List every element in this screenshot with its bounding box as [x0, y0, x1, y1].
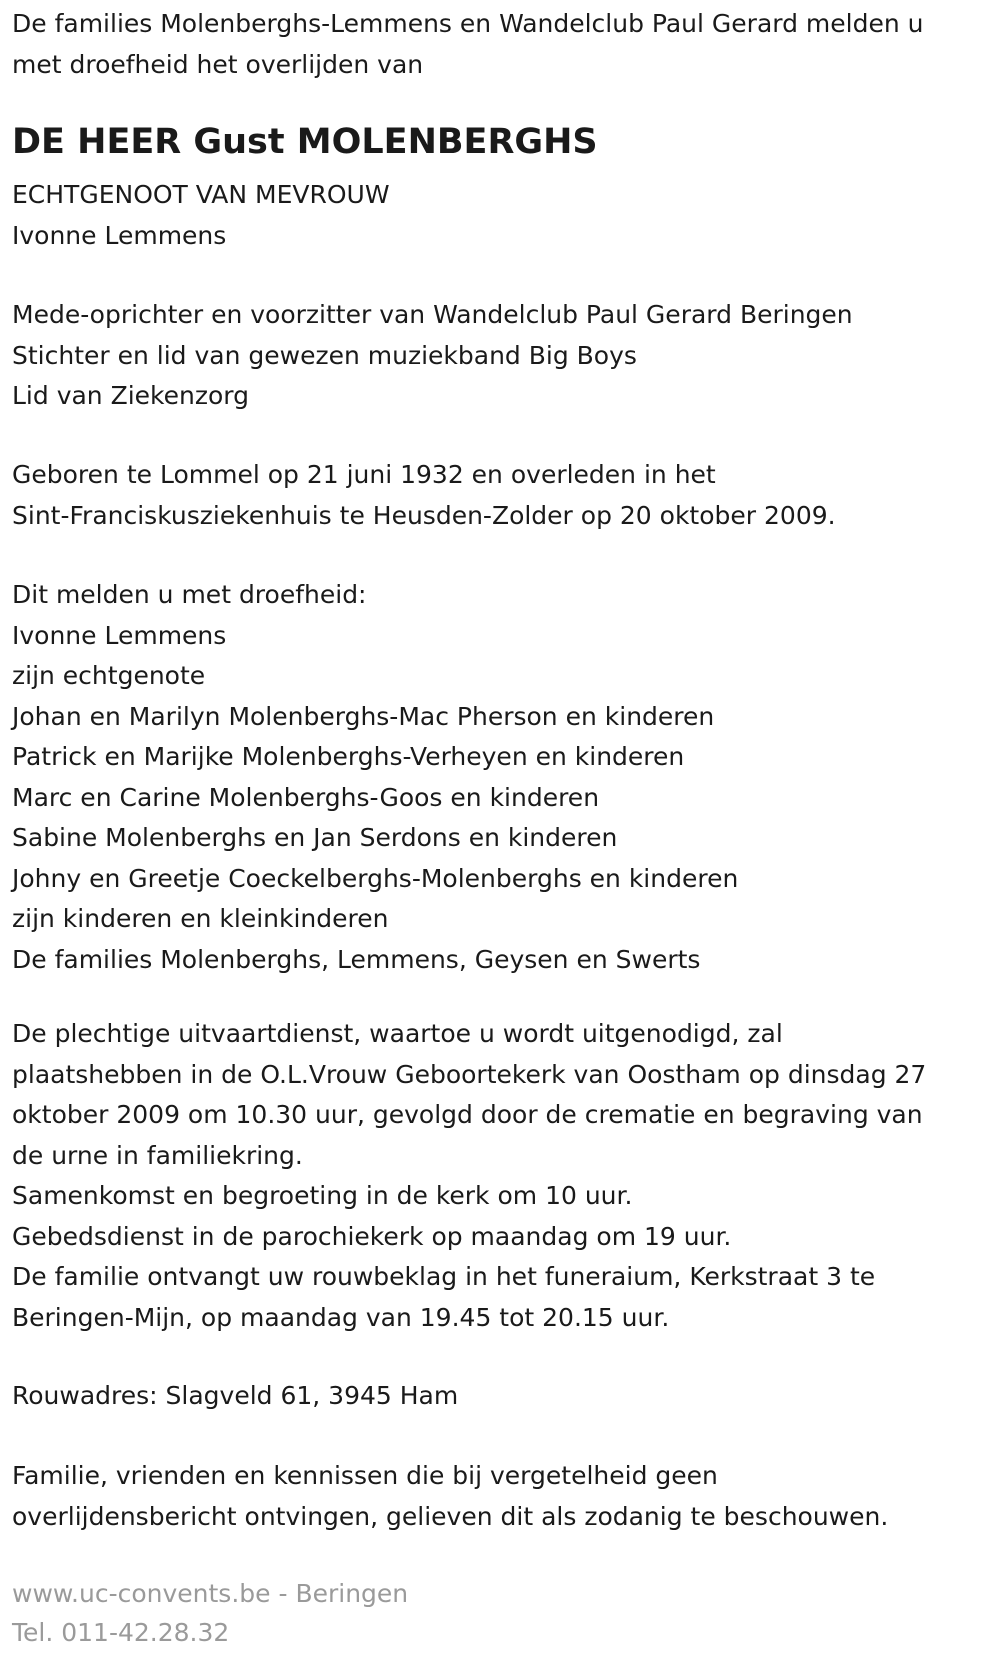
birth-death-line: Geboren te Lommel op 21 juni 1932 en overleden in het	[12, 460, 716, 489]
family-line: Johan en Marilyn Molenberghs-Mac Pherson en kinderen	[12, 701, 715, 731]
intro-line: met droefheid het overlijden van	[12, 49, 424, 79]
spouse-section	[12, 175, 390, 256]
service-line: Beringen-Mijn, op maandag van 19.45 tot 20.15 uur.	[12, 1302, 670, 1332]
spouse-line: ECHTGENOOT VAN MEVROUW	[12, 180, 390, 209]
role-line: Stichter en lid van gewezen muziekband Big Boys	[12, 340, 637, 370]
footer	[12, 1574, 408, 1652]
intro-text	[12, 4, 988, 85]
closing-section	[12, 1456, 888, 1537]
family-line: Patrick en Marijke Molenberghs-Verheyen en kinderen	[12, 742, 685, 771]
family-line: Dit melden u met droefheid:	[12, 580, 367, 609]
roles-section	[12, 295, 853, 417]
service-line: De plechtige uitvaartdienst, waartoe u wordt uitgenodigd, zal	[12, 1019, 783, 1048]
family-line: zijn echtgenote	[12, 661, 206, 690]
role-line: Mede-oprichter en voorzitter van Wandelclub Paul Gerard Beringen	[12, 300, 853, 329]
service-line: Samenkomst en begroeting in de kerk om 10 uur.	[12, 1181, 633, 1210]
deceased-name: DE HEER Gust MOLENBERGHS	[12, 122, 598, 162]
service-line: De familie ontvangt uw rouwbeklag in het funeraium, Kerkstraat 3 te	[12, 1262, 876, 1291]
service-line: oktober 2009 om 10.30 uur, gevolgd door de crematie en begraving van	[12, 1100, 923, 1129]
service-line: Gebedsdienst in de parochiekerk op maandag om 19 uur.	[12, 1221, 732, 1251]
family-line: Sabine Molenberghs en Jan Serdons en kinderen	[12, 823, 618, 852]
birth-death-section	[12, 455, 836, 536]
intro-line: De families Molenberghs-Lemmens en Wandelclub Paul Gerard melden u	[12, 9, 924, 38]
birth-death-line: Sint-Franciskusziekenhuis te Heusden-Zolder op 20 oktober 2009.	[12, 500, 836, 530]
family-line: zijn kinderen en kleinkinderen	[12, 904, 389, 933]
mourning-address: Rouwadres: Slagveld 61, 3945 Ham	[12, 1381, 459, 1410]
service-section	[12, 1014, 926, 1338]
spouse-line: Ivonne Lemmens	[12, 220, 227, 250]
family-line: Johny en Greetje Coeckelberghs-Molenberghs en kinderen	[12, 863, 739, 893]
family-line: Marc en Carine Molenberghs-Goos en kinderen	[12, 782, 600, 812]
footer-phone: Tel. 011-42.28.32	[12, 1618, 230, 1647]
role-line: Lid van Ziekenzorg	[12, 381, 249, 410]
mourning-address-section	[12, 1376, 458, 1417]
closing-line: Familie, vrienden en kennissen die bij vergetelheid geen	[12, 1461, 718, 1490]
family-section	[12, 575, 738, 980]
family-line: Ivonne Lemmens	[12, 620, 227, 650]
footer-website: www.uc-convents.be - Beringen	[12, 1579, 409, 1608]
service-line: plaatshebben in de O.L.Vrouw Geboortekerk van Oostham op dinsdag 27	[12, 1059, 927, 1089]
service-line: de urne in familiekring.	[12, 1140, 303, 1170]
closing-line: overlijdensbericht ontvingen, gelieven dit als zodanig te beschouwen.	[12, 1501, 889, 1531]
family-line: De families Molenberghs, Lemmens, Geysen en Swerts	[12, 944, 701, 974]
